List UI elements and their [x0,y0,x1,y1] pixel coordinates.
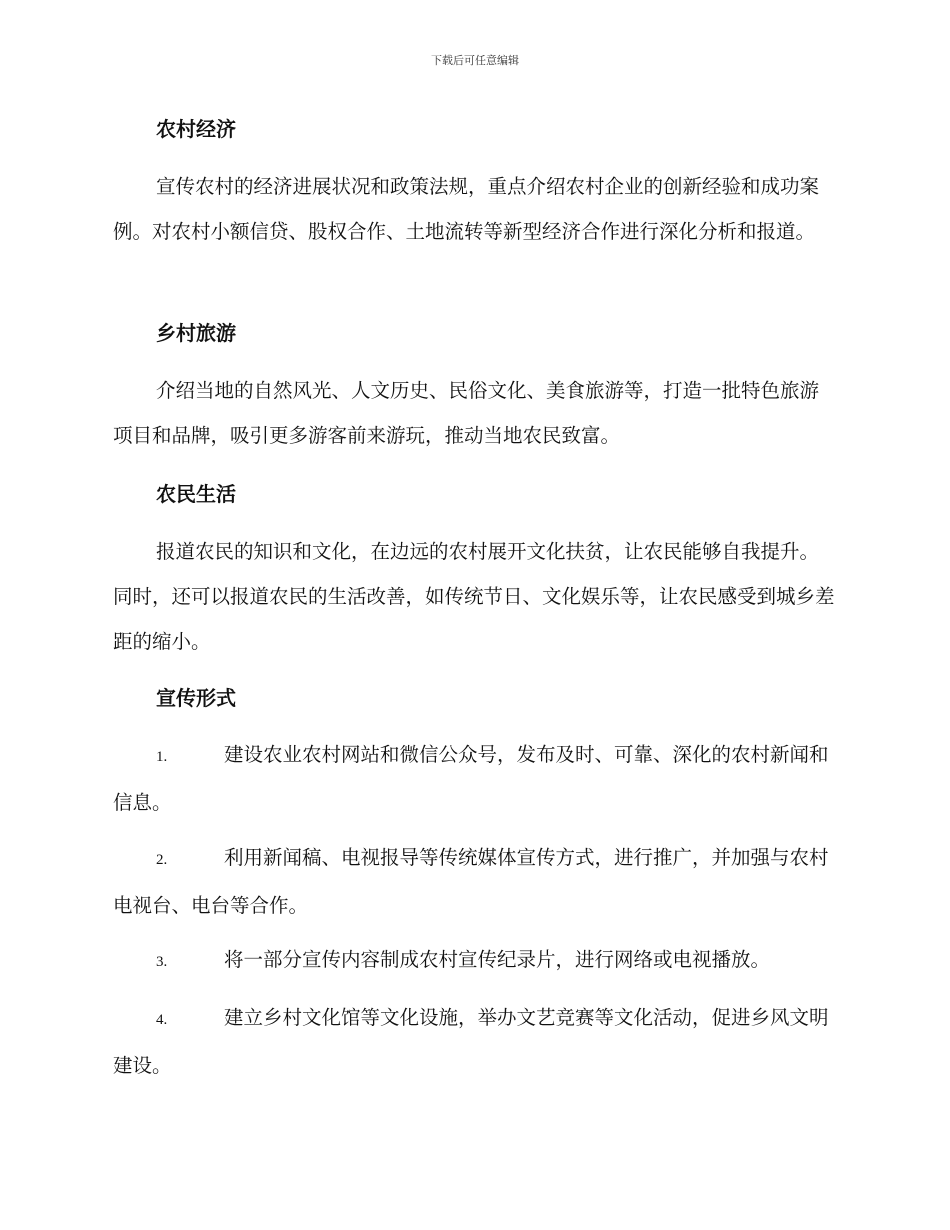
list-item-number: 3. [156,954,168,970]
list-item-number: 1. [156,749,168,765]
section-heading-farmer-life: 农民生活 [156,482,236,506]
section-heading-publicity-forms: 宣传形式 [156,686,236,710]
list-item [113,732,837,825]
list-item-number: 2. [156,852,168,868]
section-body-rural-economy: 宣传农村的经济进展状况和政策法规，重点介绍农村企业的创新经验和成功案例。对农村小额信贷、股权合作、土地流转等新型经济合作进行深化分析和报道。 [113,175,820,243]
list-item-text: 建立乡村文化馆等文化设施，举办文艺竞赛等文化活动，促进乡风文明建设。 [113,1006,829,1077]
section-body-rural-tourism: 介绍当地的自然风光、人文历史、民俗文化、美食旅游等，打造一批特色旅游项目和品牌，吸引更多游客前来游玩，推动当地农民致富。 [113,379,820,447]
section-heading-rural-economy: 农村经济 [156,117,236,141]
section-body-farmer-life: 报道农民的知识和文化，在边远的农村展开文化扶贫，让农民能够自我提升。同时，还可以报道农民的生活改善，如传统节日、文化娱乐等，让农民感受到城乡差距的缩小。 [113,540,835,653]
section-heading-rural-tourism: 乡村旅游 [156,321,236,345]
list-item-number: 4. [156,1012,168,1028]
page-header: 下载后可任意编辑 [431,54,519,67]
list-item-text: 建设农业农村网站和微信公众号，发布及时、可靠、深化的农村新闻和信息。 [113,743,829,814]
list-item-text: 将一部分宣传内容制成农村宣传纪录片，进行网络或电视播放。 [224,948,771,971]
list-item [113,937,837,985]
list-item-text: 利用新闻稿、电视报导等传统媒体宣传方式，进行推广，并加强与农村电视台、电台等合作。 [113,846,829,917]
list-item [113,835,837,928]
list-item [113,995,837,1088]
